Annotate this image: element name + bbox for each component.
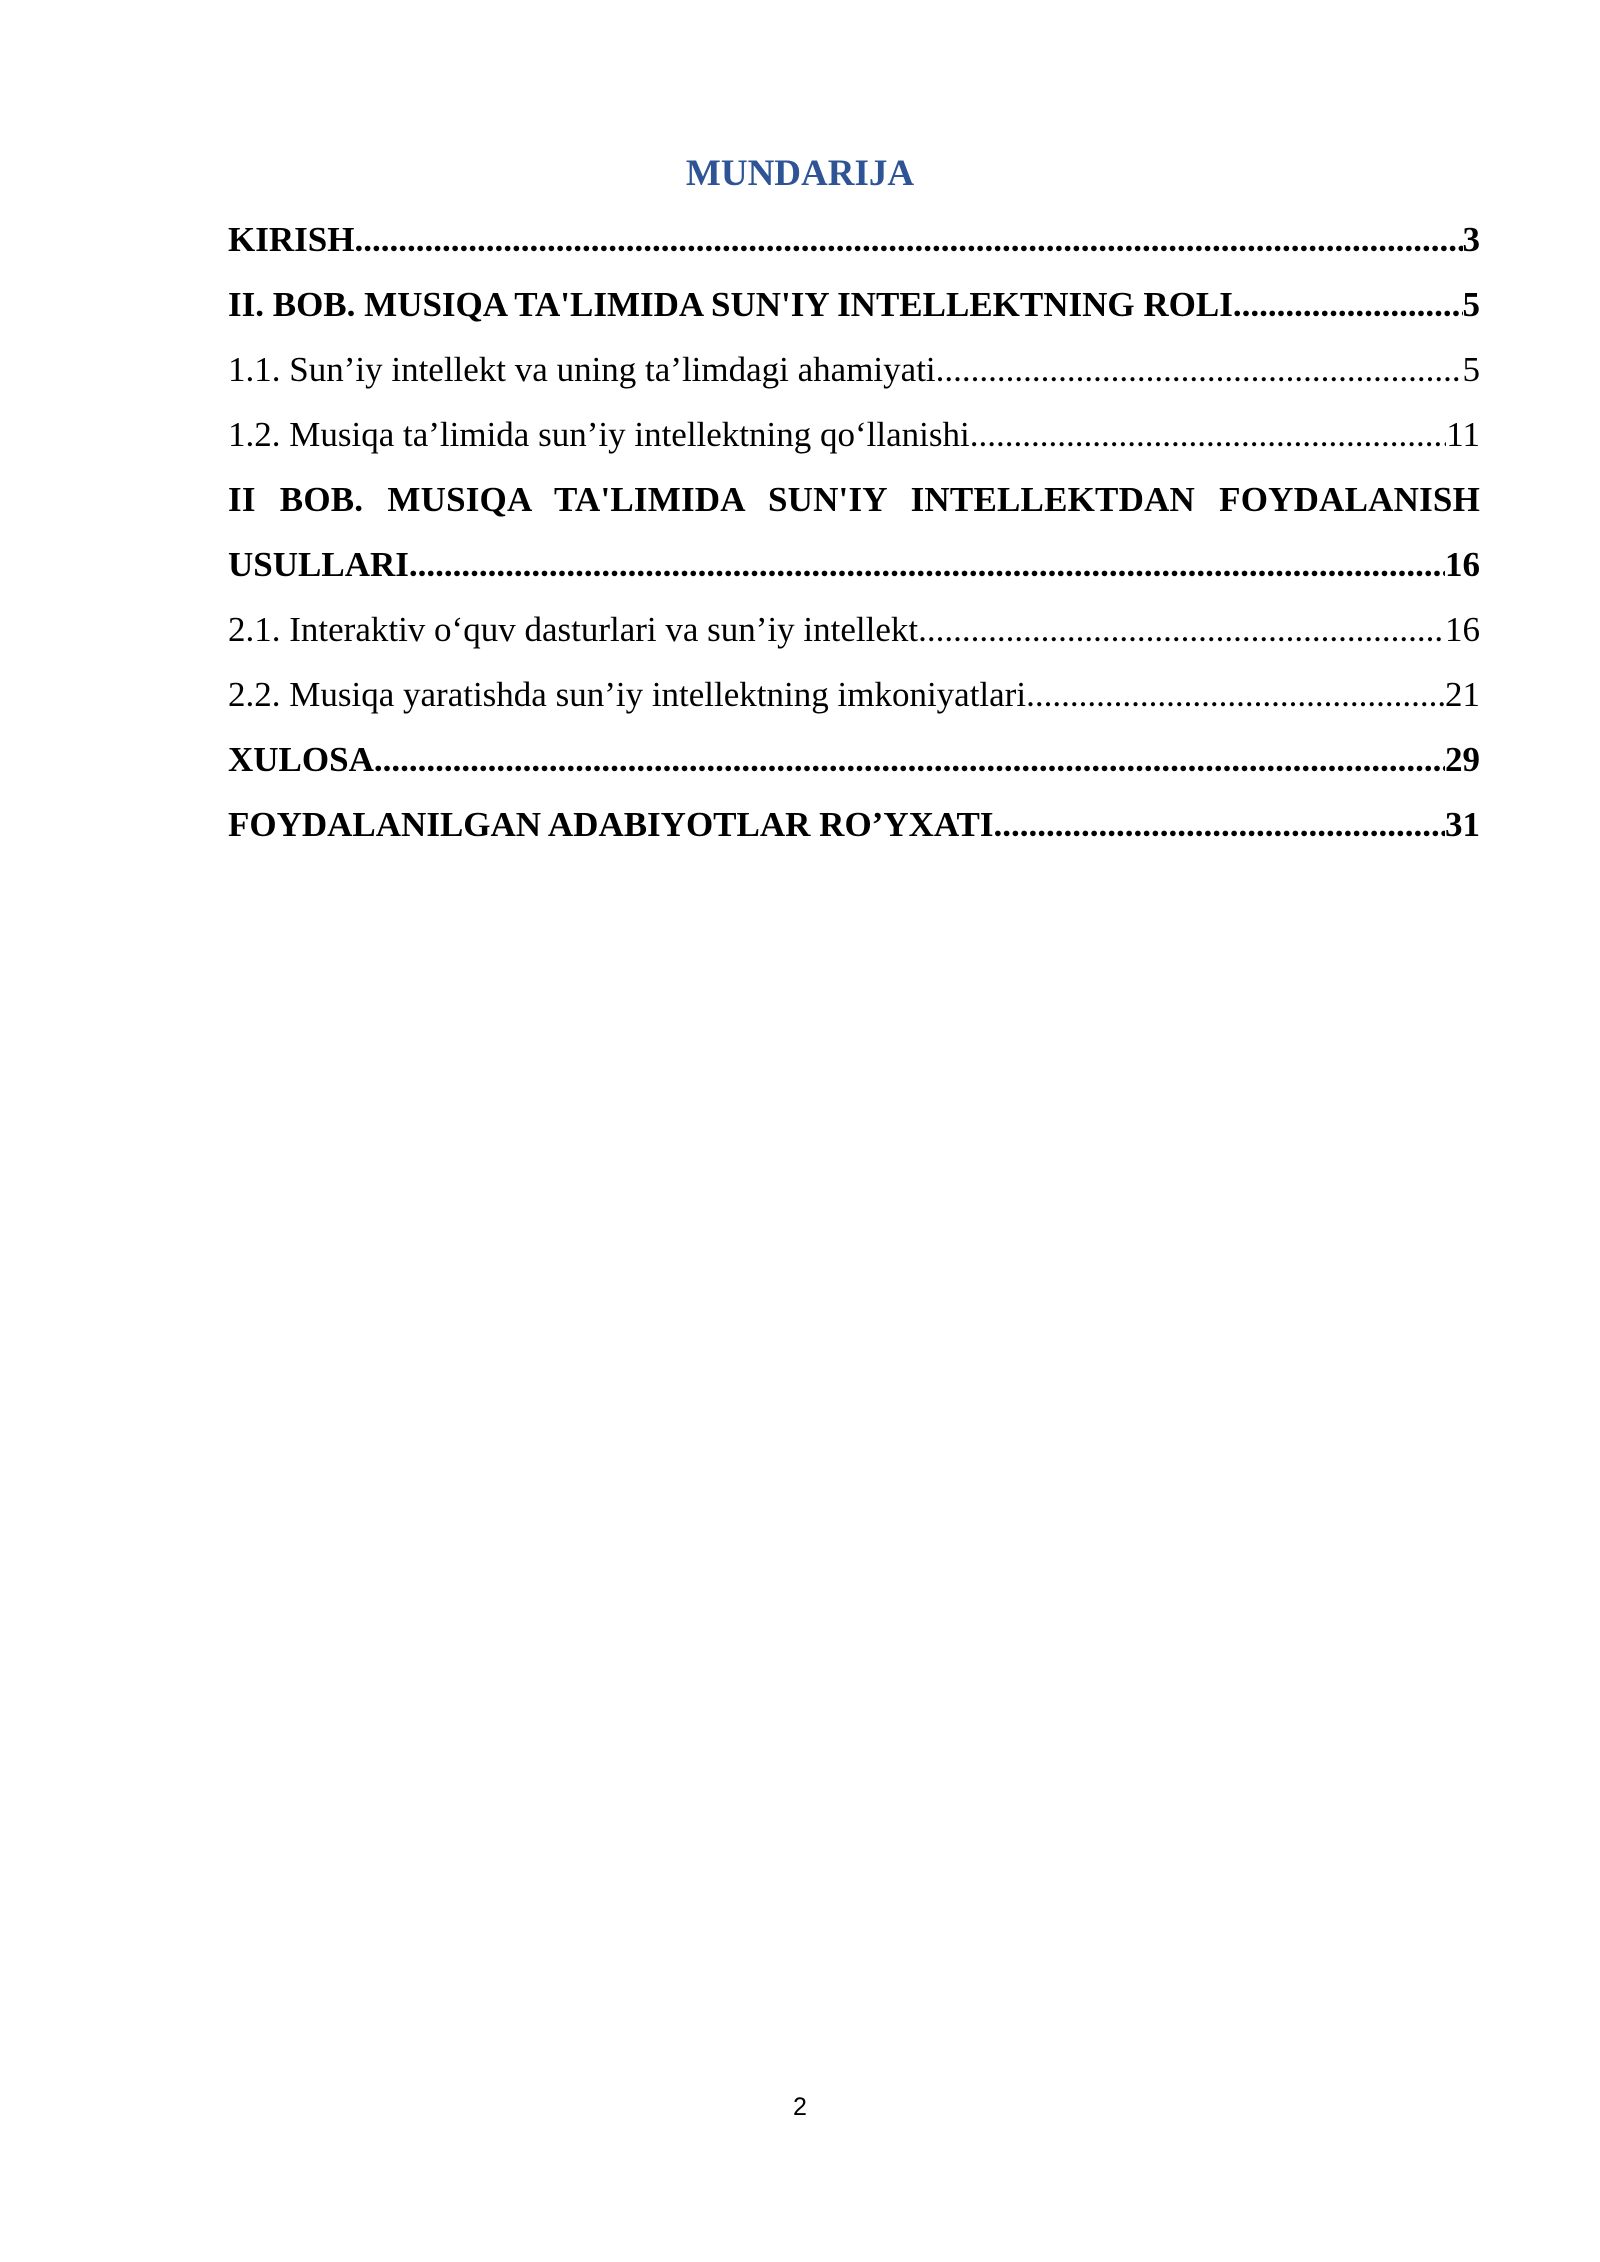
toc-entry-label: KIRISH [228, 220, 355, 259]
toc-dot-leader [354, 207, 1462, 272]
toc-entry-xulosa[interactable] [228, 727, 1480, 792]
toc-entry-page: 16 [1445, 610, 1480, 649]
table-of-contents [228, 207, 1480, 857]
toc-entry-kirish[interactable] [228, 207, 1480, 272]
toc-entry-label: 1.2. Musiqa ta’limida sun’iy intellektning qo‘llanishi [228, 415, 970, 454]
toc-dot-leader [936, 337, 1463, 402]
toc-entry-label: 2.2. Musiqa yaratishda sun’iy intellektning imkoniyatlari [228, 675, 1027, 714]
toc-entry-chapter-1[interactable] [228, 272, 1480, 337]
toc-dot-leader [970, 402, 1447, 467]
toc-dot-leader [374, 727, 1445, 792]
toc-entry-label: 1.1. Sun’iy intellekt va uning ta’limdagi ahamiyati [228, 350, 936, 389]
toc-entry-bibliography[interactable] [228, 792, 1480, 857]
toc-entry-page: 11 [1446, 415, 1480, 454]
toc-dot-leader [994, 792, 1445, 857]
toc-dot-leader [409, 532, 1445, 597]
toc-entry-page: 16 [1445, 545, 1480, 584]
toc-entry-page: 3 [1462, 220, 1480, 259]
toc-entry-page: 5 [1462, 350, 1480, 389]
toc-entry-label: XULOSA [228, 740, 374, 779]
page-number: 2 [793, 2093, 807, 2121]
toc-entry-page: 29 [1445, 740, 1480, 779]
toc-heading: MUNDARIJA [685, 153, 915, 194]
toc-entry-page: 31 [1445, 805, 1480, 844]
toc-entry-label: II. BOB. MUSIQA TA'LIMIDA SUN'IY INTELLEKTNING ROLI [228, 285, 1233, 324]
toc-entry-section-1-2[interactable] [228, 402, 1480, 467]
toc-entry-label-line1: II BOB. MUSIQA TA'LIMIDA SUN'IY INTELLEKTDAN FOYDALANISH [228, 480, 1480, 519]
toc-entry-section-2-1[interactable] [228, 597, 1480, 662]
toc-dot-leader [1233, 272, 1463, 337]
toc-entry-section-1-1[interactable] [228, 337, 1480, 402]
toc-entry-label-line2: USULLARI [228, 545, 409, 584]
toc-entry-chapter-2-last-line [228, 532, 1480, 597]
toc-entry-section-2-2[interactable] [228, 662, 1480, 727]
toc-dot-leader [918, 597, 1445, 662]
toc-entry-page: 21 [1445, 675, 1480, 714]
toc-dot-leader [1026, 662, 1445, 727]
toc-entry-page: 5 [1462, 285, 1480, 324]
toc-entry-chapter-2[interactable] [228, 467, 1480, 597]
toc-entry-label: FOYDALANILGAN ADABIYOTLAR RO’YXATI [228, 805, 994, 844]
toc-entry-label: 2.1. Interaktiv o‘quv dasturlari va sun’iy intellekt [228, 610, 919, 649]
